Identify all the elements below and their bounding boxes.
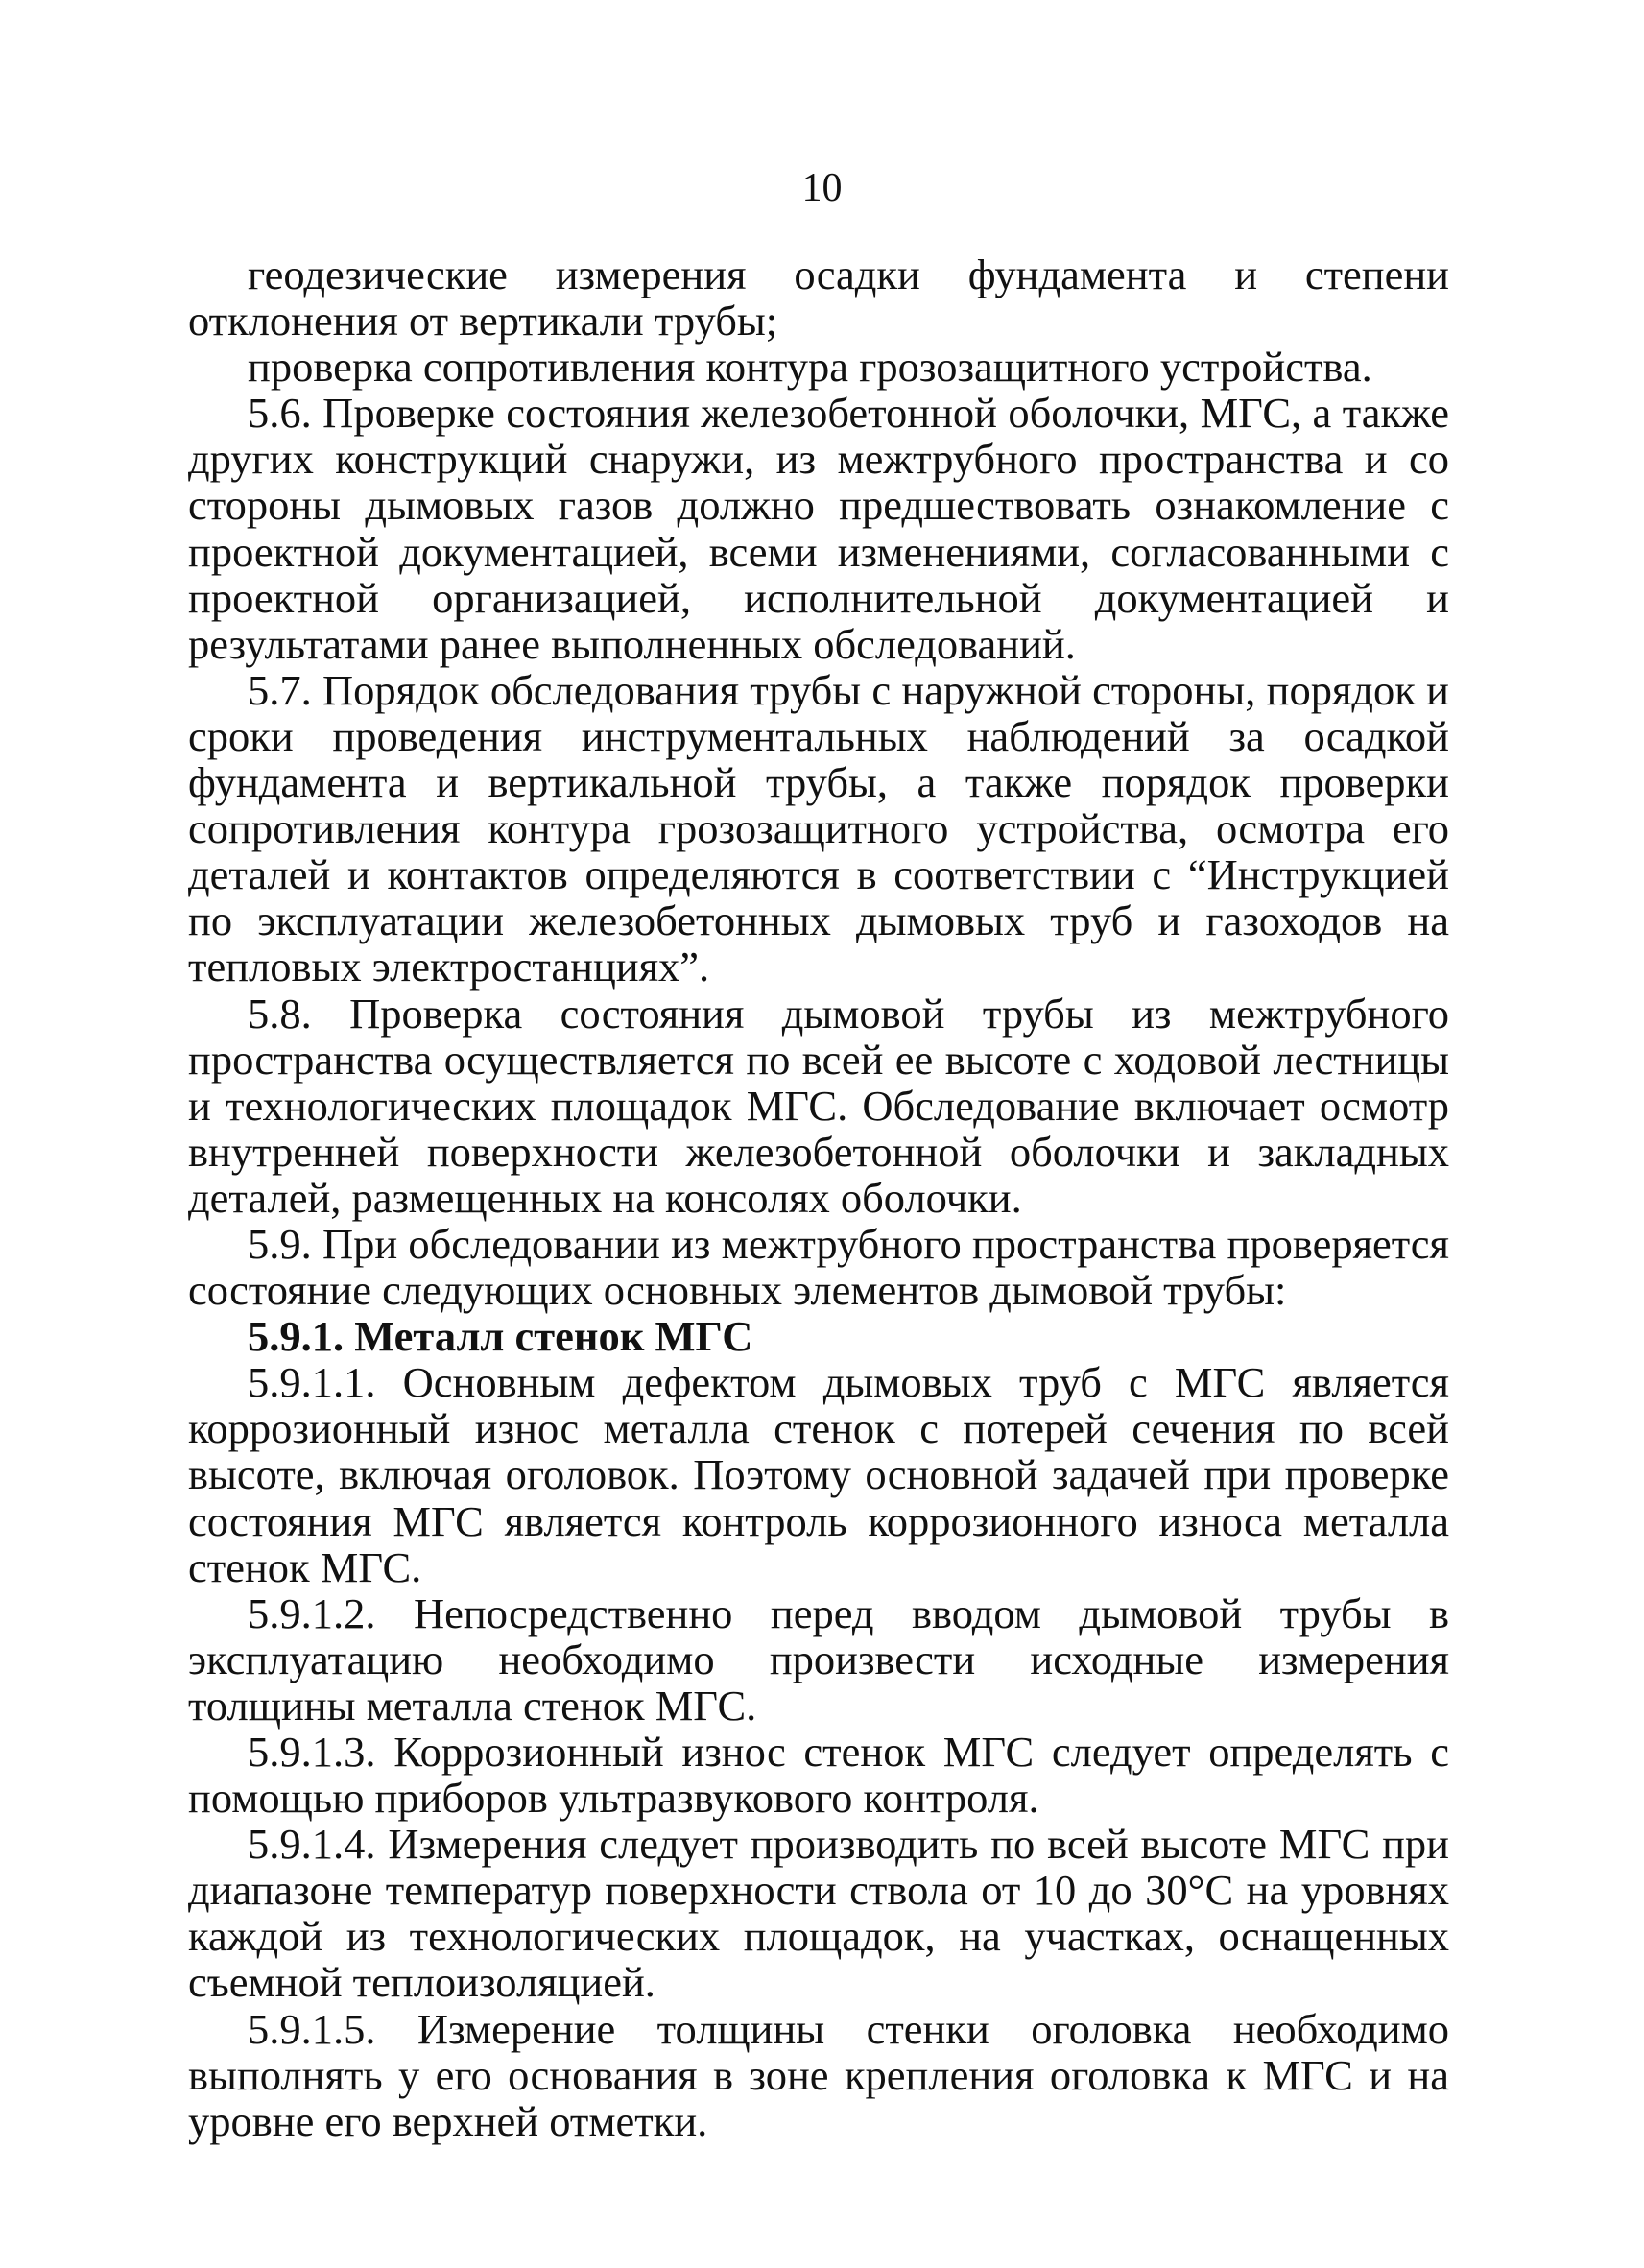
paragraph-5-9: 5.9. При обследовании из межтрубного пространства проверяется состояние следующих основных элементов дымовой трубы: <box>188 1219 1449 1315</box>
paragraph-5-7: 5.7. Порядок обследования трубы с наружной стороны, порядок и сроки проведения инструментальных наблюдений за осадкой фундамента и вертикальной трубы, а также порядок проверки сопротивления контура грозозащитного устройства, осмотра его деталей и контактов определяются в соответствии с “Инструкцией по эксплуатации железобетонных дымовых труб и газоходов на тепловых электростанциях”. <box>188 665 1449 991</box>
paragraph-5-9-1-2: 5.9.1.2. Непосредственно перед вводом дымовой трубы в эксплуатацию необходимо произвести исходные измерения толщины металла стенок МГС. <box>188 1588 1449 1730</box>
section-heading-5-9-1: 5.9.1. Металл стенок МГС <box>248 1312 753 1361</box>
paragraph-5-8: 5.8. Проверка состояния дымовой трубы из межтрубного пространства осуществляется по всей ее высоте с ходовой лестницы и технологических площадок МГС. Обследование включает осмотр внутренней поверхности железобетонной оболочки и закладных деталей, размещенных на консолях оболочки. <box>188 989 1449 1222</box>
paragraph-5-9-1-3: 5.9.1.3. Коррозионный износ стенок МГС следует определять с помощью приборов ультразвукового контроля. <box>188 1728 1449 1823</box>
body-text <box>188 251 1449 2144</box>
page-number: 10 <box>801 166 843 210</box>
paragraph: геодезические измерения осадки фундамента и степени отклонения от вертикали трубы; <box>188 251 1449 346</box>
paragraph-5-9-1-1: 5.9.1.1. Основным дефектом дымовых труб с МГС является коррозионный износ металла стенок с потерей сечения по всей высоте, включая оголовок. Поэтому основной задачей при проверке состояния МГС является контроль коррозионного износа металла стенок МГС. <box>188 1358 1449 1591</box>
paragraph: проверка сопротивления контура грозозащитного устройства. <box>248 343 1372 392</box>
paragraph-5-9-1-5: 5.9.1.5. Измерение толщины стенки оголовка необходимо выполнять у его основания в зоне крепления оголовка к МГС и на уровне его верхней отметки. <box>188 2004 1449 2145</box>
paragraph-5-9-1-4: 5.9.1.4. Измерения следует производить по всей высоте МГС при диапазоне температур поверхности ствола от 10 до 30°С на уровнях каждой из технологических площадок, на участках, оснащенных съемной теплоизоляцией. <box>188 1820 1449 2007</box>
paragraph-5-6: 5.6. Проверке состояния железобетонной оболочки, МГС, а также других конструкций снаружи, из межтрубного пространства и со стороны дымовых газов должно предшествовать ознакомление с проектной документацией, всеми изменениями, согласованными с проектной организацией, исполнительной документацией и результатами ранее выполненных обследований. <box>188 389 1449 668</box>
